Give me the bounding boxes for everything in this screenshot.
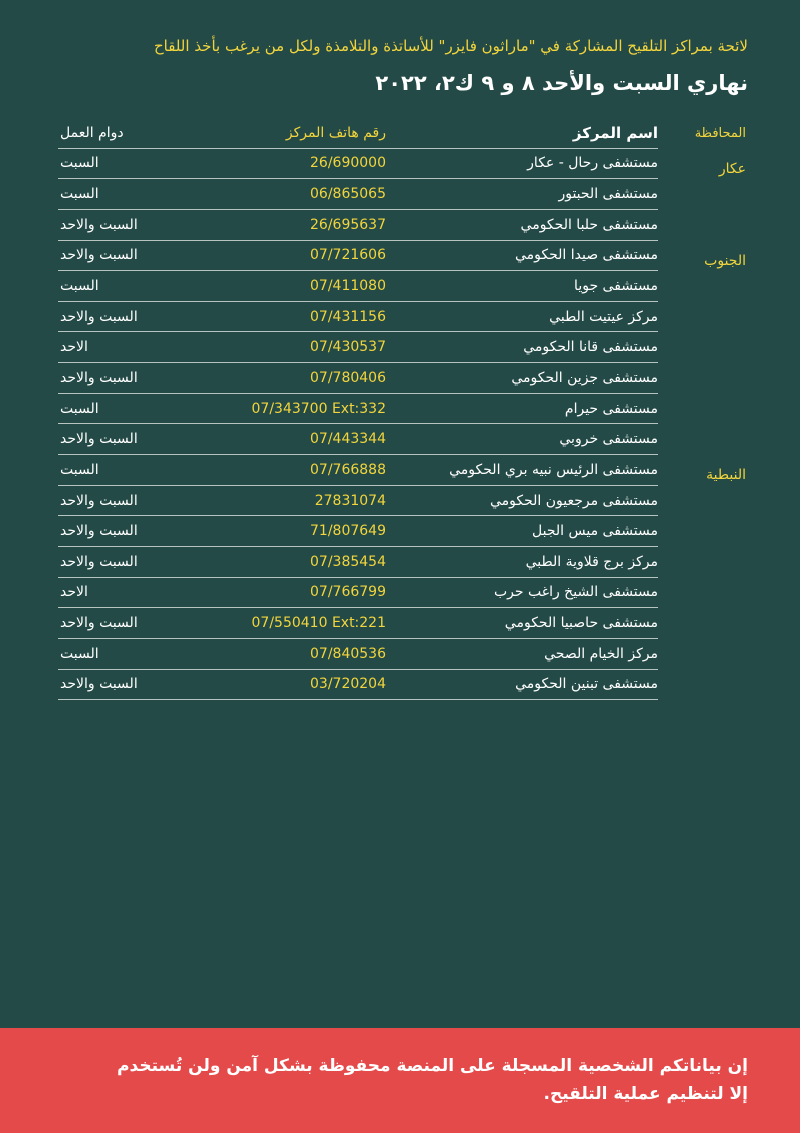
table-row — [58, 639, 748, 670]
center-name-cell: مستشفى حاصبيا الحكومي — [388, 608, 658, 639]
center-name-cell: مستشفى الحبتور — [388, 179, 658, 210]
working-hours-cell: السبت والاحد — [58, 241, 158, 272]
center-name-cell: مستشفى صيدا الحكومي — [388, 241, 658, 272]
governorate-cell — [660, 363, 748, 394]
working-hours-cell: السبت — [58, 455, 158, 486]
privacy-notice-line-1: إن بياناتكم الشخصية المسجلة على المنصة محفوظة بشكل آمن ولن تُستخدم — [117, 1056, 748, 1076]
center-name-cell: مستشفى قانا الحكومي — [388, 332, 658, 363]
column-header-governorate: المحافظة — [694, 125, 746, 141]
table-row — [58, 302, 748, 333]
privacy-notice-banner — [0, 1028, 800, 1133]
column-header-phone: رقم هاتف المركز — [158, 118, 388, 149]
working-hours-cell: السبت — [58, 271, 158, 302]
center-name-cell: مركز برج قلاوية الطبي — [388, 547, 658, 578]
working-hours-cell: السبت والاحد — [58, 302, 158, 333]
governorate-cell — [660, 608, 748, 639]
governorate-cell — [660, 271, 748, 302]
governorate-cell — [660, 394, 748, 425]
governorate-cell — [660, 424, 748, 455]
header — [40, 34, 748, 98]
table-row — [58, 149, 748, 180]
table-row — [58, 394, 748, 425]
working-hours-cell: السبت والاحد — [58, 516, 158, 547]
working-hours-cell: السبت والاحد — [58, 424, 158, 455]
center-name-cell: مركز الخيام الصحي — [388, 639, 658, 670]
table-row — [58, 332, 748, 363]
working-hours-cell: الاحد — [58, 578, 158, 609]
governorate-cell — [660, 210, 748, 241]
table-row — [58, 210, 748, 241]
column-header-center: اسم المركز — [388, 118, 658, 149]
table-row — [58, 424, 748, 455]
center-phone-cell: 27831074 — [158, 486, 388, 517]
governorate-cell — [660, 179, 748, 210]
privacy-notice-line-2: إلا لتنظيم عملية التلقيح. — [543, 1084, 748, 1104]
page-subtitle: لائحة بمراكز التلقيح المشاركة في "ماراثون فايزر" للأساتذة والتلامذة ولكل من يرغب بأخذ اللقاح — [154, 37, 748, 55]
table-row — [58, 241, 748, 272]
governorate-cell — [660, 516, 748, 547]
center-phone-cell: 07/343700 Ext:332 — [158, 394, 388, 425]
table-body — [58, 149, 748, 701]
center-phone-cell: 07/780406 — [158, 363, 388, 394]
working-hours-cell: السبت — [58, 149, 158, 180]
working-hours-cell: السبت والاحد — [58, 210, 158, 241]
center-phone-cell: 07/840536 — [158, 639, 388, 670]
table-row — [58, 578, 748, 609]
working-hours-cell: السبت والاحد — [58, 670, 158, 701]
table-header-row — [58, 118, 748, 149]
center-name-cell: مستشفى جزين الحكومي — [388, 363, 658, 394]
table-row — [58, 608, 748, 639]
governorate-cell — [660, 578, 748, 609]
center-phone-cell: 07/385454 — [158, 547, 388, 578]
center-name-cell: مستشفى حيرام — [388, 394, 658, 425]
center-name-cell: مركز عيتيت الطبي — [388, 302, 658, 333]
table-row — [58, 486, 748, 517]
center-name-cell: مستشفى جويا — [388, 271, 658, 302]
governorate-cell — [660, 670, 748, 701]
table-row — [58, 455, 748, 486]
center-name-cell: مستشفى ميس الجبل — [388, 516, 658, 547]
center-name-cell: مستشفى تبنين الحكومي — [388, 670, 658, 701]
working-hours-cell: السبت والاحد — [58, 547, 158, 578]
working-hours-cell: السبت — [58, 179, 158, 210]
governorate-cell: النبطية — [706, 467, 746, 484]
working-hours-cell: السبت — [58, 639, 158, 670]
center-phone-cell: 07/443344 — [158, 424, 388, 455]
center-phone-cell: 26/690000 — [158, 149, 388, 180]
center-name-cell: مستشفى رحال - عكار — [388, 149, 658, 180]
table-row — [58, 179, 748, 210]
center-phone-cell: 07/766799 — [158, 578, 388, 609]
center-name-cell: مستشفى الرئيس نبيه بري الحكومي — [388, 455, 658, 486]
center-phone-cell: 07/721606 — [158, 241, 388, 272]
center-phone-cell: 07/766888 — [158, 455, 388, 486]
working-hours-cell: السبت والاحد — [58, 363, 158, 394]
governorate-cell — [660, 302, 748, 333]
working-hours-cell: السبت والاحد — [58, 486, 158, 517]
center-name-cell: مستشفى خروبي — [388, 424, 658, 455]
center-phone-cell: 07/411080 — [158, 271, 388, 302]
center-phone-cell: 07/431156 — [158, 302, 388, 333]
governorate-cell: الجنوب — [704, 252, 746, 269]
center-phone-cell: 03/720204 — [158, 670, 388, 701]
page-title: نهاري السبت والأحد ٨ و ٩ ك٢، ٢٠٢٢ — [375, 71, 748, 95]
working-hours-cell: الاحد — [58, 332, 158, 363]
center-phone-cell: 07/430537 — [158, 332, 388, 363]
governorate-cell — [660, 486, 748, 517]
table-row — [58, 363, 748, 394]
governorate-cell — [660, 547, 748, 578]
center-phone-cell: 26/695637 — [158, 210, 388, 241]
working-hours-cell: السبت والاحد — [58, 608, 158, 639]
center-name-cell: مستشفى الشيخ راغب حرب — [388, 578, 658, 609]
table-row — [58, 547, 748, 578]
governorate-cell — [660, 639, 748, 670]
table-row — [58, 271, 748, 302]
center-name-cell: مستشفى مرجعيون الحكومي — [388, 486, 658, 517]
center-phone-cell: 07/550410 Ext:221 — [158, 608, 388, 639]
vaccination-centers-table — [58, 118, 748, 700]
table-row — [58, 516, 748, 547]
center-phone-cell: 06/865065 — [158, 179, 388, 210]
center-phone-cell: 71/807649 — [158, 516, 388, 547]
governorate-cell — [660, 332, 748, 363]
working-hours-cell: السبت — [58, 394, 158, 425]
governorate-cell: عكار — [718, 160, 746, 177]
table-row — [58, 670, 748, 701]
center-name-cell: مستشفى حلبا الحكومي — [388, 210, 658, 241]
column-header-hours: دوام العمل — [58, 118, 158, 149]
